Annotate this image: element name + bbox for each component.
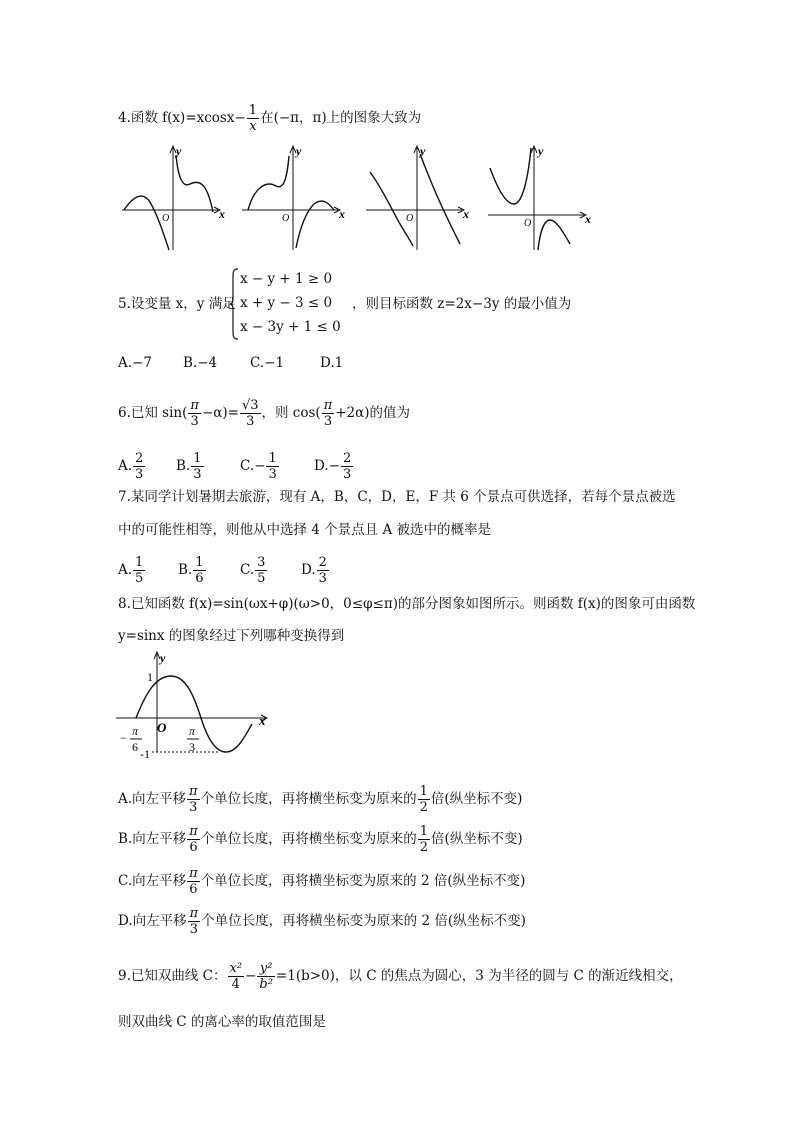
q9-stem: 9.已知双曲线 C： $\frac{\text{x²}}{4}$ − $\frac{\text{y²}}{\text{b²}}$ =1(b>0)，以 C 的焦点为圆心，3 为半径的圆与 C 的渐近线相交， [118,961,683,992]
svg-text:6: 6 [132,740,138,754]
svg-text:π: π [132,724,139,738]
q8-line-1: 8.已知函数 f(x)=sin(ωx+φ)(ω>0，0≤φ≤π)的部分图象如图所示。则函数 f(x)的图象可由函数 [118,596,696,612]
q6-option-a: A. $\frac{2}{3}$ [118,451,144,482]
svg-text:x: x [259,713,266,728]
svg-text:O: O [524,218,532,229]
q8-option-d: D.向左平移 $\frac{\pi}{3}$ 个单位长度，再将横坐标变为原来的 2 倍(纵坐标不变) [118,906,526,937]
fraction: $\frac{\pi}{3}$ [323,398,333,429]
svg-text:x: x [219,207,225,221]
svg-text:y: y [538,144,544,158]
svg-text:y: y [160,651,166,665]
q5-constraint-1: x − y + 1 ≥ 0 [240,271,333,287]
q5-constraint-2: x + y − 3 ≤ 0 [240,295,333,311]
q7-option-a: A. $\frac{1}{5}$ [118,555,144,586]
svg-text:3: 3 [189,740,195,754]
svg-text:x: x [339,207,345,221]
q5-prefix: 5.设变量 x，y 满足 [118,296,236,312]
q5-suffix: ，则目标函数 z=2x−3y 的最小值为 [352,296,572,312]
q4-graph-c [362,140,474,252]
q8-option-b: B.向左平移 $\frac{\pi}{6}$ 个单位长度，再将横坐标变为原来的 $\frac{1}{2}$ 倍(纵坐标不变) [118,824,523,855]
q8-option-a: A.向左平移 $\frac{\pi}{3}$ 个单位长度，再将横坐标变为原来的 $\frac{1}{2}$ 倍(纵坐标不变) [118,784,523,815]
q6-stem: 6.已知 sin( $\frac{\pi}{3}$ −α)= $\frac{√3}{3}$ ，则 cos( $\frac{\pi}{3}$ +2α)的值为 [118,398,411,429]
q4-graph-d [484,140,596,252]
svg-text:O: O [162,213,170,224]
svg-text:π: π [189,724,196,738]
q6-option-c: C.− $\frac{1}{3}$ [240,451,277,482]
q5-option-c: C.−1 [250,355,285,371]
q7-line-1: 7.某同学计划暑期去旅游，现有 A，B，C，D，E，F 共 6 个景点可供选择，若每个景点被选 [118,489,676,505]
q7-option-b: B. $\frac{1}{6}$ [178,555,204,586]
q8-sine-graph [116,648,286,770]
q5-option-d: D.1 [320,355,344,371]
svg-text:1: 1 [147,670,153,684]
q6-option-b: B. $\frac{1}{3}$ [176,451,202,482]
svg-text:−: − [120,731,127,745]
svg-text:O: O [406,213,414,224]
svg-text:y: y [296,144,302,158]
q4-stem: 4.函数 f(x)=xcosx− $\frac{1}{x}$ 在(−π，π)上的图象大致为 [118,103,422,134]
svg-text:O: O [282,213,290,224]
q8-line-2: y=sinx 的图象经过下列哪种变换得到 [118,628,345,644]
svg-text:y: y [420,144,426,158]
q6-option-d: D.− $\frac{2}{3}$ [314,451,352,482]
svg-text:O: O [157,720,167,735]
q8-option-c: C.向左平移 $\frac{\pi}{6}$ 个单位长度，再将横坐标变为原来的 2 倍(纵坐标不变) [118,866,526,897]
svg-text:x: x [585,212,591,226]
svg-text:x: x [463,207,469,221]
q4-graph-a [118,140,230,252]
svg-text:y: y [176,144,182,158]
q5-brace [229,268,239,340]
q9-line-2: 则双曲线 C 的离心率的取值范围是 [118,1014,326,1030]
q4-graph-b [238,140,350,252]
q5-option-a: A.−7 [118,355,152,371]
q5-constraint-3: x − 3y + 1 ≤ 0 [240,319,341,335]
q7-option-d: D. $\frac{2}{3}$ [301,555,327,586]
fraction: $\frac{√3}{3}$ [241,398,259,429]
svg-text:-1: -1 [140,747,150,761]
q5-option-b: B.−4 [183,355,218,371]
fraction: $\frac{1}{x}$ [248,103,258,134]
fraction: $\frac{\pi}{3}$ [190,398,199,429]
q7-line-2: 中的可能性相等，则他从中选择 4 个景点且 A 被选中的概率是 [118,522,492,538]
q7-option-c: C. $\frac{3}{5}$ [240,555,266,586]
